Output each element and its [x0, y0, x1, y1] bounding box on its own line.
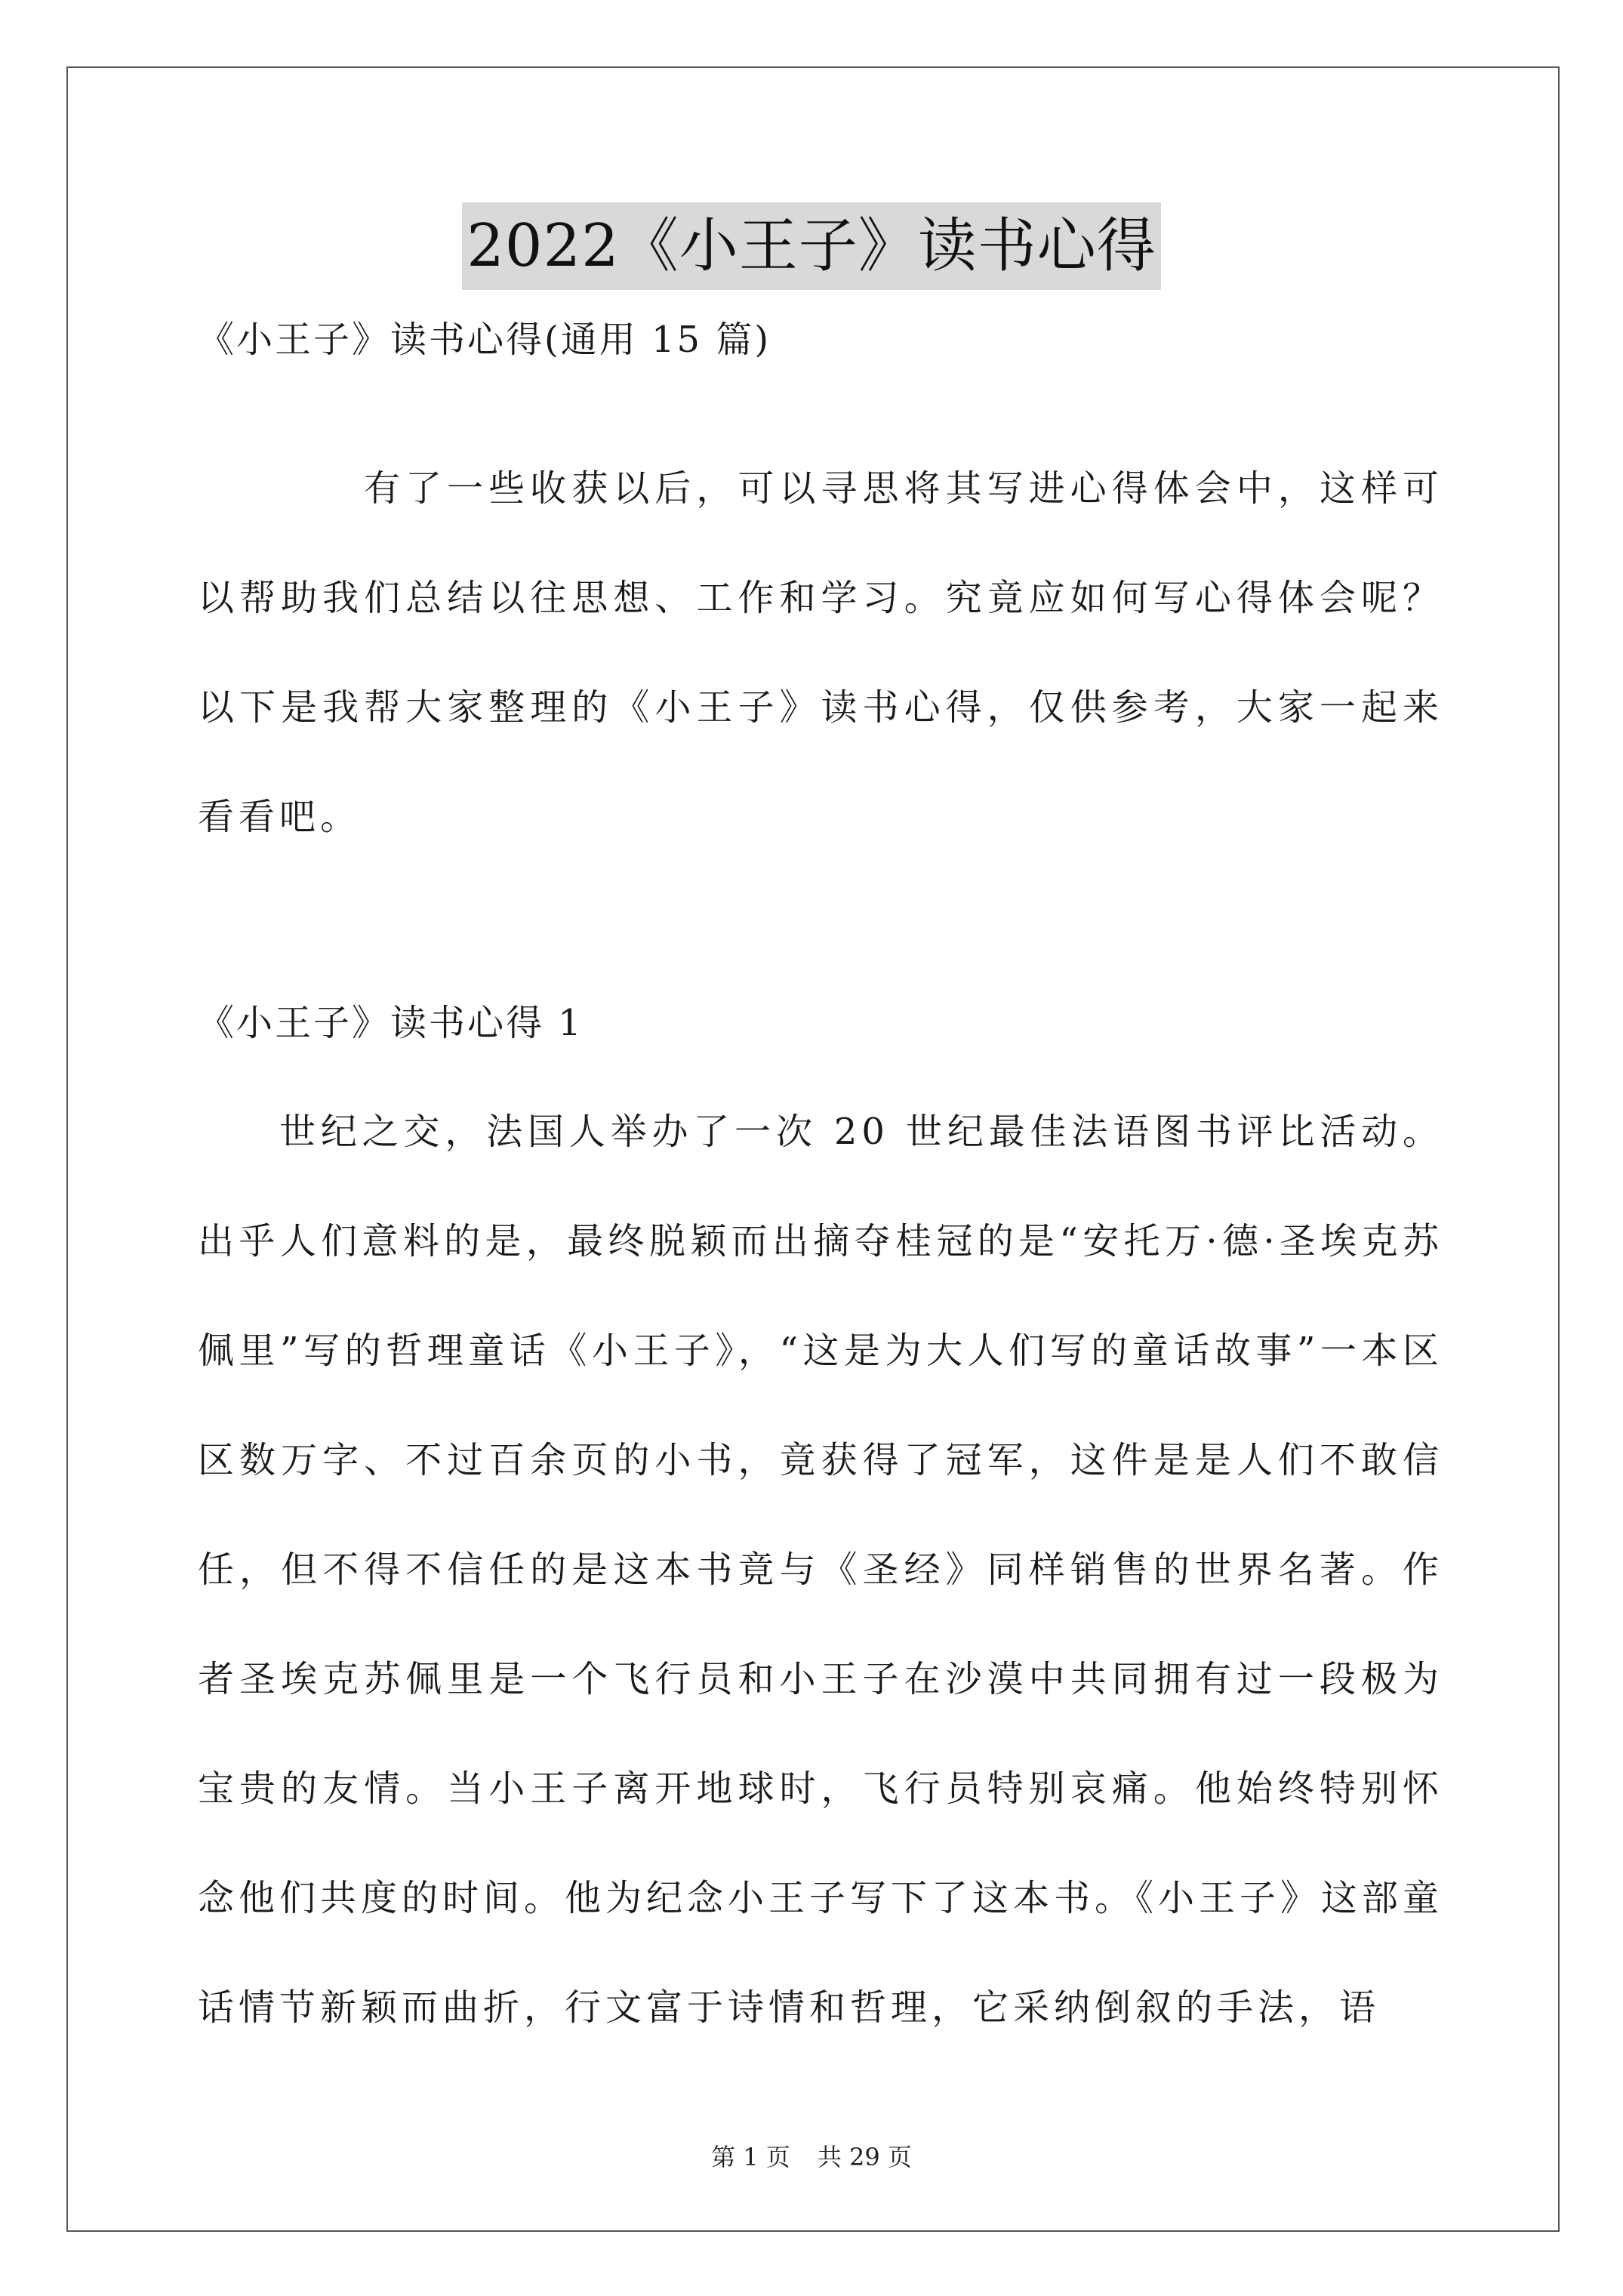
intro-paragraph: 有了一些收获以后，可以寻思将其写进心得体会中，这样可以帮助我们总结以往思想、工作和学习。究竟应如何写心得体会呢？以下是我帮大家整理的《小王子》读书心得，仅供参考，大家一起来看看吧。	[198, 467, 1443, 838]
document-subtitle: 《小王子》读书心得(通用 15 篇)	[198, 319, 771, 361]
page-number: 第 1 页	[711, 2143, 790, 2171]
section-heading: 《小王子》读书心得 1	[198, 1002, 584, 1044]
document-title: 2022《小王子》读书心得	[462, 202, 1161, 290]
page-footer	[0, 2140, 1623, 2174]
title-container	[0, 202, 1623, 290]
body-paragraph: 世纪之交，法国人举办了一次 20 世纪最佳法语图书评比活动。出乎人们意料的是，最终脱颖而出摘夺桂冠的是“安托万·德·圣埃克苏佩里”写的哲理童话《小王子》，“这是为大人们写的童话故事”一本区区数万字、不过百余页的小书，竟获得了冠军，这件是是人们不敢信任，但不得不信任的是这本书竟与《圣经》同样销售的世界名著。作者圣埃克苏佩里是一个飞行员和小王子在沙漠中共同拥有过一段极为宝贵的友情。当小王子离开地球时，飞行员特别哀痛。他始终特别怀念他们共度的时间。他为纪念小王子写下了这本书。《小王子》这部童话情节新颖而曲折，行文富于诗情和哲理，它采纳倒叙的手法，语	[198, 1111, 1444, 2029]
page-total: 共 29 页	[817, 2143, 912, 2171]
